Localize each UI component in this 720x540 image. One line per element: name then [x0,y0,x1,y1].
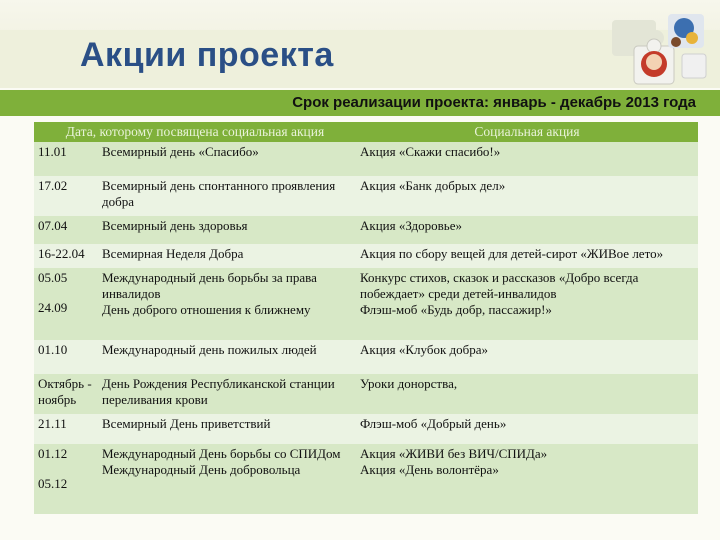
action-cell-text: Акция «Скажи спасибо!» [360,144,501,159]
day-cell-text: Международный День борьбы со СПИДом [102,446,341,461]
day-cell-text: Всемирный День приветствий [102,416,271,431]
day-cell [98,414,356,444]
date-cell [34,374,98,414]
day-cell [98,142,356,176]
action-cell-text: Акция «ЖИВИ без ВИЧ/СПИДа» [360,446,548,461]
action-cell-text: Акция «Клубок добра» [360,342,489,357]
action-cell-text: Акция «Здоровье» [360,218,462,233]
table-row [34,142,698,176]
day-cell [98,268,356,340]
table-header-row [34,122,698,142]
action-cell [356,244,698,268]
action-cell [356,142,698,176]
action-cell-text: Уроки донорства, [360,376,458,391]
date-cell-text: 21.11 [38,416,67,431]
day-cell [98,216,356,244]
action-cell-text: Акция «Банк добрых дел» [360,178,506,193]
date-cell [34,340,98,374]
day-cell [98,374,356,414]
table-row [34,244,698,268]
date-cell [34,176,98,216]
date-cell-text: 01.12 [38,446,68,461]
date-cell [34,268,98,340]
date-cell-text: 11.01 [38,144,67,159]
action-cell-text: Конкурс стихов, сказок и рассказов «Добро всегда побеждает» среди детей-инвалидов [360,270,639,301]
day-cell-text: Всемирный день здоровья [102,218,248,233]
action-cell [356,176,698,216]
subtitle-bar [0,90,720,116]
date-cell-text: Октябрь - ноябрь [38,376,92,407]
day-cell [98,244,356,268]
date-cell-text: 01.10 [38,342,68,357]
day-cell-text: Всемирный день спонтанного проявления добра [102,178,336,209]
day-cell [98,444,356,514]
date-cell-text: 17.02 [38,178,68,193]
action-cell [356,374,698,414]
day-cell-text: Всемирный день «Спасибо» [102,144,259,159]
action-cell [356,268,698,340]
action-cell-text: Флэш-моб «Добрый день» [360,416,507,431]
action-cell [356,444,698,514]
day-cell-text: Всемирная Неделя Добра [102,246,244,261]
day-cell-text: День доброго отношения к ближнему [102,302,311,317]
column-header-action: Социальная акция [356,122,698,142]
action-cell [356,216,698,244]
date-cell-text: 05.05 [38,270,68,285]
day-cell-text: Международный день борьбы за права инвалидов [102,270,317,301]
day-cell-text: Международный День добровольца [102,462,301,477]
date-cell [34,142,98,176]
date-cell-text: 05.12 [38,476,68,491]
date-cell [34,414,98,444]
table-row [34,268,698,340]
date-cell [34,244,98,268]
action-cell-text: Флэш-моб «Будь добр, пассажир!» [360,302,552,317]
action-cell [356,340,698,374]
actions-table [34,122,698,514]
table-row [34,444,698,514]
table-row [34,340,698,374]
table-row [34,374,698,414]
day-cell [98,176,356,216]
day-cell [98,340,356,374]
action-cell-text: Акция по сбору вещей для детей-сирот «ЖИВое лето» [360,246,664,261]
table-row [34,176,698,216]
table-body [34,142,698,514]
date-cell-text: 07.04 [38,218,68,233]
date-cell [34,444,98,514]
action-cell-text: Акция «День волонтёра» [360,462,499,477]
action-cell [356,414,698,444]
project-period: Срок реализации проекта: январь - декабрь 2013 года [292,94,696,111]
table-row [34,414,698,444]
date-cell [34,216,98,244]
day-cell-text: День Рождения Республиканской станции переливания крови [102,376,335,407]
puzzle-pieces-icon [604,2,716,88]
table-row [34,216,698,244]
date-cell-text: 24.09 [38,300,68,315]
column-header-date: Дата, которому посвящена социальная акция [34,122,356,142]
slide-title: Акции проекта [80,36,334,74]
day-cell-text: Международный день пожилых людей [102,342,317,357]
date-cell-text: 16-22.04 [38,246,85,261]
